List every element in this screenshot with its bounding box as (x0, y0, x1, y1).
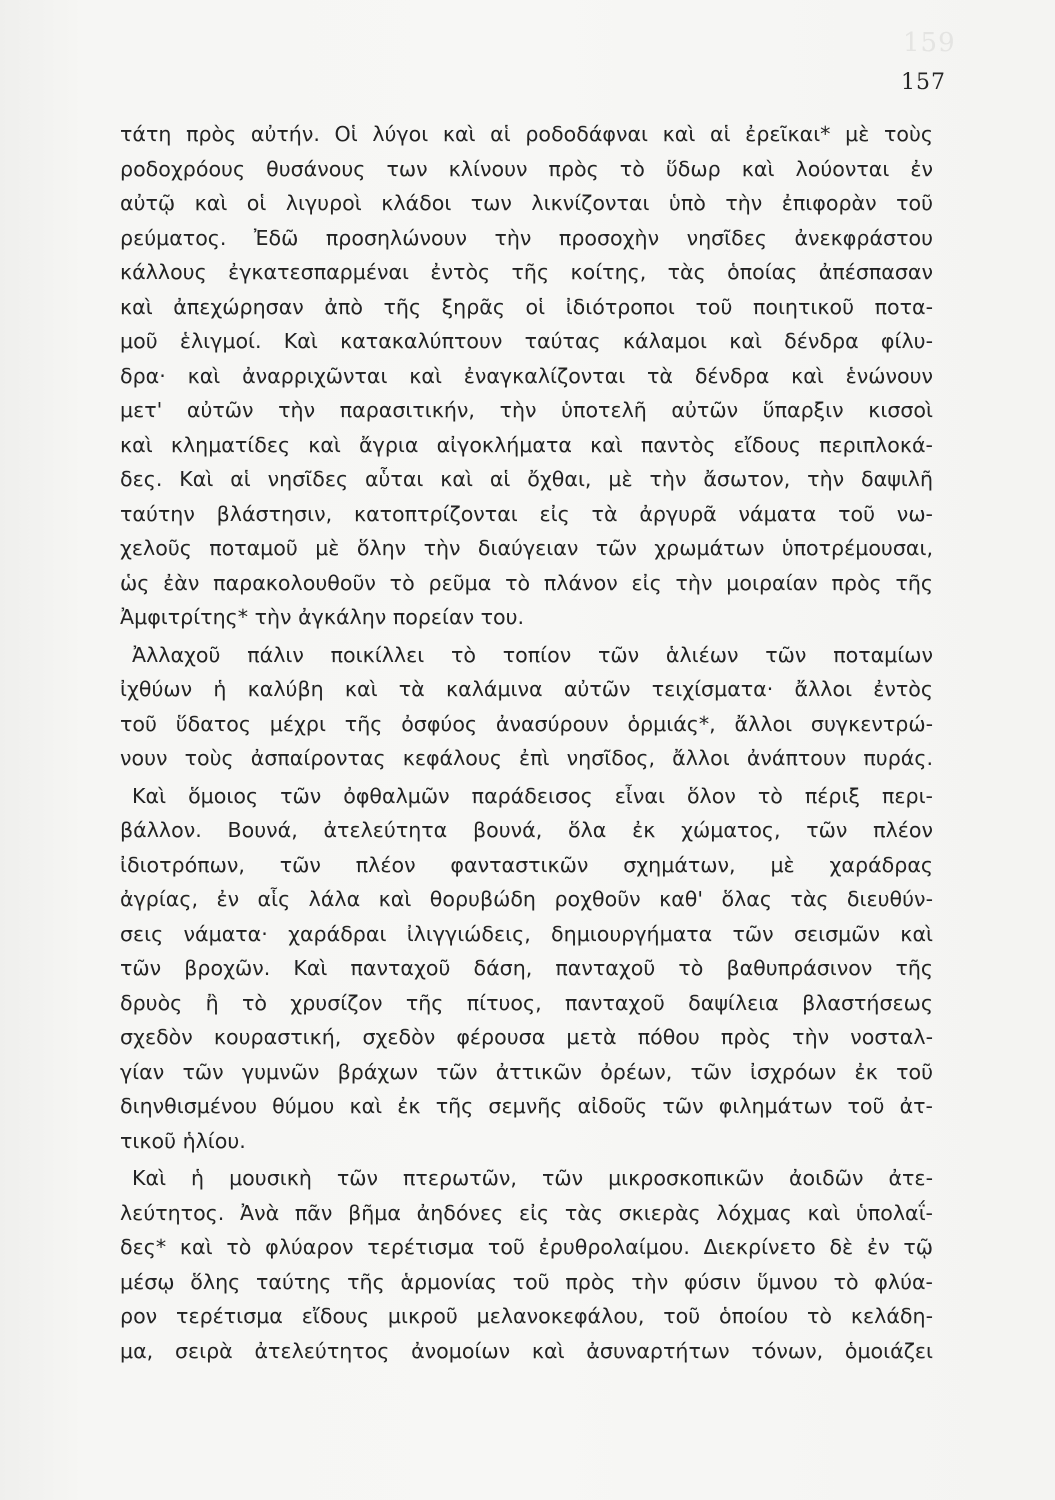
text-line: ὡς ἐὰν παρακολουθοῦν τὸ ρεῦμα τὸ πλάνον εἰς τὴν μοιραίαν πρὸς τῆς (120, 570, 933, 595)
text-line: δες* καὶ τὸ φλύαρον τερέτισμα τοῦ ἐρυθρολαίμου. Διεκρίνετο δὲ ἐν τῷ (120, 1235, 933, 1259)
text-line: δρα· καὶ ἀναρριχῶνται καὶ ἐναγκαλίζονται τὰ δένδρα καὶ ἑνώνουν (120, 363, 933, 388)
text-line: δες. Καὶ αἱ νησῖδες αὗται καὶ αἱ ὄχθαι, μὲ τὴν ἄσωτον, τὴν δαψιλῆ (120, 467, 933, 491)
text-line: σεις νάματα· χαράδραι ἰλιγγιώδεις, δημιουργήματα τῶν σεισμῶν καὶ (120, 921, 933, 946)
paragraph-2 (120, 638, 933, 776)
text-line: τοῦ ὕδατος μέχρι τῆς ὀσφύος ἀνασύρουν ὁρμιάς*, ἄλλοι συγκεντρώ- (120, 711, 933, 736)
text-line: νουν τοὺς ἀσπαίροντας κεφάλους ἐπὶ νησῖδος, ἄλλοι ἀνάπτουν πυράς. (120, 746, 933, 770)
text-line: ἀγρίας, ἐν αἷς λάλα καὶ θορυβώδη ροχθοῦν καθ' ὅλας τὰς διευθύν- (120, 887, 933, 911)
text-line: τῶν βροχῶν. Καὶ πανταχοῦ δάση, πανταχοῦ τὸ βαθυπράσινον τῆς (120, 956, 933, 980)
text-line: τικοῦ ἡλίου. (120, 1128, 246, 1153)
bleed-through-page-number: 159 (903, 28, 956, 58)
text-line: μα, σειρὰ ἀτελεύτητος ἀνομοίων καὶ ἀσυναρτήτων τόνων, ὁμοιάζει (120, 1338, 933, 1363)
text-line: βάλλον. Βουνά, ἀτελεύτητα βουνά, ὅλα ἐκ χώματος, τῶν πλέον (120, 818, 933, 842)
text-line: Καὶ ὅμοιος τῶν ὀφθαλμῶν παράδεισος εἶναι ὅλον τὸ πέριξ περι- (132, 783, 933, 808)
text-line: ἰχθύων ἡ καλύβη καὶ τὰ καλάμινα αὐτῶν τειχίσματα· ἄλλοι ἐντὸς (120, 677, 933, 701)
text-line: μέσῳ ὅλης ταύτης τῆς ἁρμονίας τοῦ πρὸς τὴν φύσιν ὕμνου τὸ φλύα- (120, 1269, 933, 1294)
text-line: δρυὸς ἢ τὸ χρυσίζον τῆς πίτυος, πανταχοῦ δαψίλεια βλαστήσεως (120, 990, 933, 1015)
page-number: 157 (901, 70, 946, 95)
text-line: σχεδὸν κουραστική, σχεδὸν φέρουσα μετὰ πόθου πρὸς τὴν νοσταλ- (120, 1025, 933, 1049)
text-line: γίαν τῶν γυμνῶν βράχων τῶν ἀττικῶν ὀρέων, τῶν ἰσχρόων ἐκ τοῦ (120, 1059, 933, 1084)
body-text (120, 117, 933, 1368)
text-line: Ἀλλαχοῦ πάλιν ποικίλλει τὸ τοπίον τῶν ἁλιέων τῶν ποταμίων (132, 642, 933, 667)
text-line: τάτη πρὸς αὐτήν. Οἱ λύγοι καὶ αἱ ροδοδάφναι καὶ αἱ ἐρεῖκαι* μὲ τοὺς (120, 122, 933, 146)
text-line: ρον τερέτισμα εἴδους μικροῦ μελανοκεφάλου, τοῦ ὁποίου τὸ κελάδη- (120, 1304, 933, 1328)
text-line: διηνθισμένου θύμου καὶ ἐκ τῆς σεμνῆς αἰδοῦς τῶν φιλημάτων τοῦ ἀτ- (120, 1094, 933, 1118)
text-line: καὶ ἀπεχώρησαν ἀπὸ τῆς ξηρᾶς οἱ ἰδιότροποι τοῦ ποιητικοῦ ποτα- (120, 294, 933, 319)
text-line: κάλλους ἐγκατεσπαρμέναι ἐντὸς τῆς κοίτης, τὰς ὁποίας ἀπέσπασαν (120, 260, 933, 284)
text-line: ροδοχρόους θυσάνους των κλίνουν πρὸς τὸ ὕδωρ καὶ λούονται ἐν (120, 156, 933, 181)
text-line: λεύτητος. Ἀνὰ πᾶν βῆμα ἀηδόνες εἰς τὰς σκιερὰς λόχμας καὶ ὑπολαΐ- (120, 1200, 933, 1225)
text-line: χελοῦς ποταμοῦ μὲ ὅλην τὴν διαύγειαν τῶν χρωμάτων ὑποτρέμουσαι, (120, 536, 933, 560)
paragraph-4 (120, 1161, 933, 1368)
text-line: μοῦ ἑλιγμοί. Καὶ κατακαλύπτουν ταύτας κάλαμοι καὶ δένδρα φίλυ- (120, 329, 933, 353)
text-line: ταύτην βλάστησιν, κατοπτρίζονται εἰς τὰ ἀργυρᾶ νάματα τοῦ νω- (120, 501, 933, 526)
text-line: ἰδιοτρόπων, τῶν πλέον φανταστικῶν σχημάτων, μὲ χαράδρας (120, 852, 933, 877)
text-line: Ἀμφιτρίτης* τὴν ἀγκάλην πορείαν του. (120, 605, 525, 629)
text-line: ρεύματος. Ἐδῶ προσηλώνουν τὴν προσοχὴν νησῖδες ἀνεκφράστου (120, 225, 933, 250)
text-line: μετ' αὐτῶν τὴν παρασιτικήν, τὴν ὑποτελῆ αὐτῶν ὕπαρξιν κισσοὶ (120, 398, 933, 422)
text-line: καὶ κληματίδες καὶ ἄγρια αἰγοκλήματα καὶ παντὸς εἴδους περιπλοκά- (120, 432, 933, 457)
paragraph-3 (120, 779, 933, 1159)
text-line: αὐτῷ καὶ οἱ λιγυροὶ κλάδοι των λικνίζονται ὑπὸ τὴν ἐπιφορὰν τοῦ (120, 191, 933, 215)
paragraph-1 (120, 117, 933, 635)
text-line: Καὶ ἡ μουσικὴ τῶν πτερωτῶν, τῶν μικροσκοπικῶν ἀοιδῶν ἀτε- (132, 1166, 933, 1190)
